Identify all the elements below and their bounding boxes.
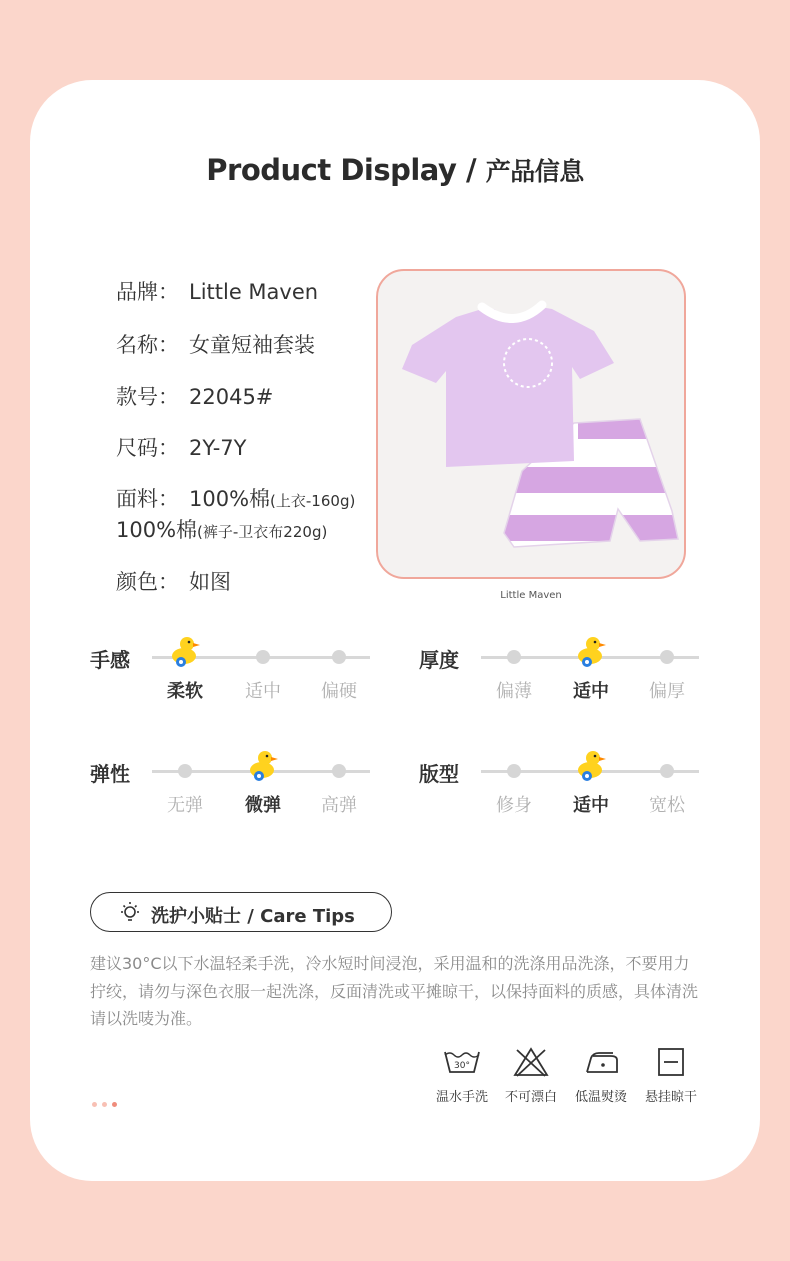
info-name	[116, 329, 315, 359]
scale-label: 版型	[419, 762, 459, 786]
scale-option: 适中	[573, 681, 609, 702]
info-fabric-note: (上衣-160g)	[270, 492, 356, 510]
care-text: 建议30°C以下水温轻柔手洗，冷水短时间浸泡，采用温和的洗涤用品洗涤，不要用力拧绞，请勿与深色衣服一起洗涤，反面清洗或平摊晾干，以保持面料的质感，具体清洗请以洗唛为准。	[90, 954, 699, 1028]
dot-1	[92, 1102, 97, 1107]
title-cn: 产品信息	[485, 157, 584, 186]
info-fabric-value2: 100%棉	[116, 518, 198, 542]
care-icon-low-iron	[566, 1046, 636, 1105]
product-photo	[376, 269, 686, 579]
scale-option: 偏薄	[496, 681, 532, 702]
care-label-line-dry: 悬挂晾干	[644, 1090, 697, 1105]
scale-option: 适中	[245, 681, 281, 702]
duck-icon	[246, 747, 280, 783]
info-model	[116, 381, 273, 411]
scale-dot	[660, 650, 674, 664]
care-icon-no-bleach	[496, 1046, 566, 1105]
scale-dot	[660, 764, 674, 778]
page-title	[0, 152, 790, 188]
care-label-low-iron: 低温熨烫	[574, 1090, 627, 1105]
scale-dot	[256, 650, 270, 664]
care-icon-hand-wash	[427, 1046, 497, 1105]
no-bleach-icon	[511, 1046, 551, 1078]
title-separator: /	[456, 153, 486, 187]
scale-option: 修身	[496, 795, 532, 816]
scale-option: 适中	[573, 795, 609, 816]
duck-icon	[574, 747, 608, 783]
scale-dot	[507, 764, 521, 778]
duck-icon	[574, 633, 608, 669]
hand-wash-30-icon	[442, 1046, 482, 1078]
info-size	[116, 432, 246, 462]
care-label-hand-wash: 温水手洗	[435, 1090, 488, 1105]
scale-dot	[332, 764, 346, 778]
scale-label: 弹性	[90, 762, 130, 786]
scale-dot	[178, 764, 192, 778]
scale-label: 厚度	[419, 648, 459, 672]
line-dry-icon	[651, 1046, 691, 1078]
scale-option: 柔软	[167, 681, 203, 702]
care-tips-label: 洗护小贴士 / Care Tips	[151, 906, 355, 927]
info-color	[116, 566, 231, 596]
info-model-key: 款号：	[116, 385, 179, 409]
care-icon-line-dry	[636, 1046, 706, 1105]
wash-temp-label: 30°	[454, 1061, 470, 1071]
photo-caption: Little Maven	[500, 590, 562, 601]
dot-3	[112, 1102, 117, 1107]
dot-2	[102, 1102, 107, 1107]
scale-label: 手感	[90, 648, 130, 672]
scale-option: 无弹	[167, 795, 203, 816]
duck-icon	[168, 633, 202, 669]
info-fabric-key: 面料：	[116, 487, 179, 511]
scale-option: 微弹	[245, 795, 281, 816]
info-color-key: 颜色：	[116, 570, 179, 594]
info-size-key: 尺码：	[116, 436, 179, 460]
info-brand	[116, 276, 318, 306]
info-brand-key: 品牌：	[116, 280, 179, 304]
outfit-illustration	[378, 271, 684, 577]
scale-dot	[507, 650, 521, 664]
scale-dot	[332, 650, 346, 664]
title-en: Product Display	[206, 153, 457, 187]
lightbulb-icon	[119, 901, 141, 923]
scale-option: 偏硬	[321, 681, 357, 702]
low-iron-icon	[581, 1046, 621, 1078]
info-color-value: 如图	[189, 570, 231, 594]
info-name-value: 女童短袖套装	[189, 333, 315, 357]
scale-option: 宽松	[649, 795, 685, 816]
scale-option: 偏厚	[649, 681, 685, 702]
info-model-value: 22045#	[189, 385, 274, 409]
info-brand-value: Little Maven	[189, 280, 319, 304]
pagination-dots	[92, 1092, 122, 1111]
info-fabric-value: 100%棉	[189, 487, 271, 511]
info-name-key: 名称：	[116, 333, 179, 357]
info-fabric-line2	[116, 514, 327, 544]
info-fabric	[116, 483, 355, 513]
scale-option: 高弹	[321, 795, 357, 816]
info-size-value: 2Y-7Y	[189, 436, 247, 460]
care-tips-pill	[90, 892, 392, 932]
info-fabric-note2: (裤子-卫衣布220g)	[197, 523, 328, 541]
care-label-no-bleach: 不可漂白	[504, 1090, 557, 1105]
